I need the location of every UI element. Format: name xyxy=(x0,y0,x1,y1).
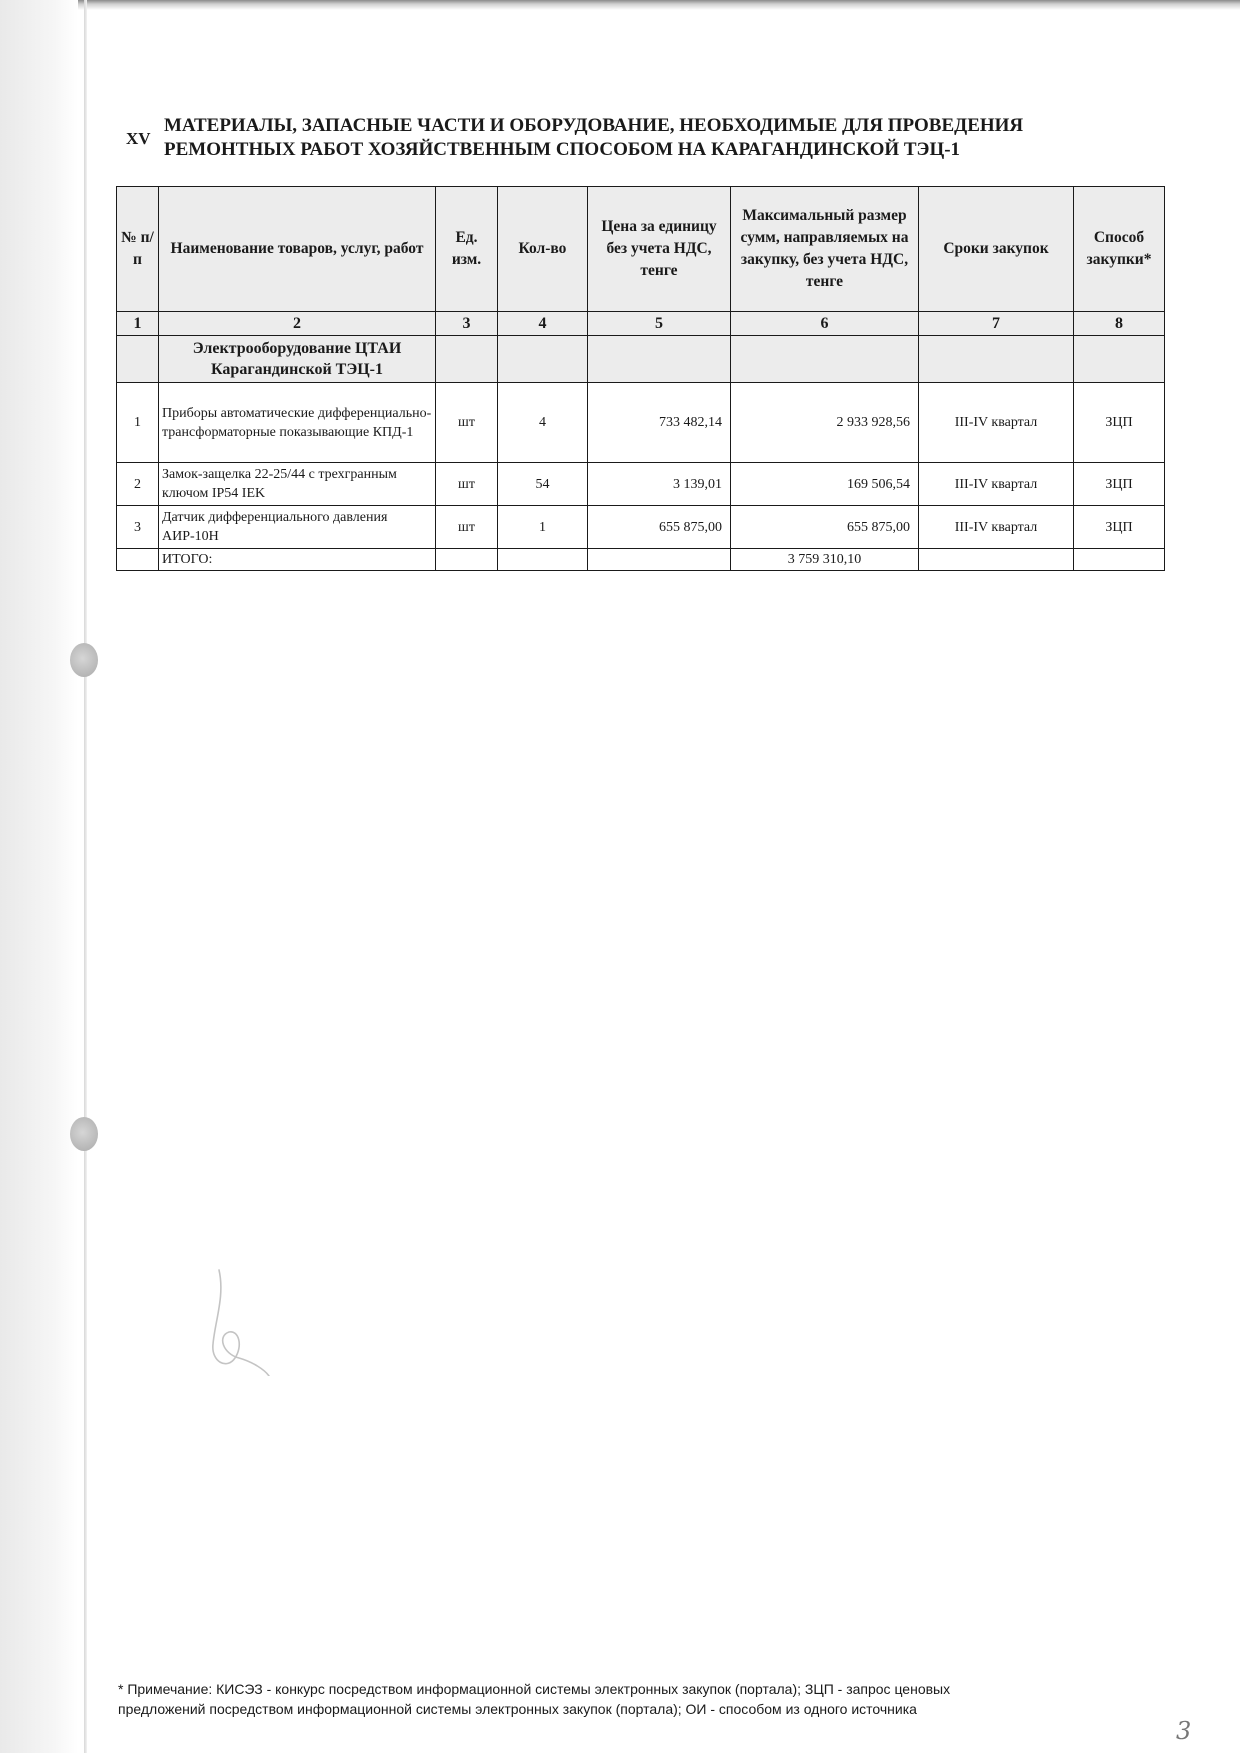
row-number: 3 xyxy=(117,506,159,549)
table-row xyxy=(117,383,1165,463)
column-number: 1 xyxy=(117,312,159,336)
column-number: 3 xyxy=(436,312,498,336)
column-header: Кол-во xyxy=(498,187,588,312)
column-header: Максимальный размер сумм, направляемых на закупку, без учета НДС, тенге xyxy=(731,187,919,312)
column-number: 8 xyxy=(1074,312,1165,336)
column-number: 6 xyxy=(731,312,919,336)
item-amount: 169 506,54 xyxy=(731,463,919,506)
column-number: 4 xyxy=(498,312,588,336)
item-unit: шт xyxy=(436,463,498,506)
item-price: 3 139,01 xyxy=(588,463,731,506)
table-row xyxy=(117,506,1165,549)
empty-cell xyxy=(1074,336,1165,383)
item-method: ЗЦП xyxy=(1074,506,1165,549)
item-name: Замок-защелка 22-25/44 с трехгранным ключом IP54 IEK xyxy=(159,463,436,506)
total-label: ИТОГО: xyxy=(159,549,436,571)
empty-cell xyxy=(498,336,588,383)
table-header-row xyxy=(117,187,1165,312)
empty-cell xyxy=(1074,549,1165,571)
column-number-row xyxy=(117,312,1165,336)
footnote-line: * Примечание: КИСЭЗ - конкурс посредством информационной системы электронных закупок (портала); ЗЦП - запрос ценовых xyxy=(118,1681,951,1697)
column-header: № п/п xyxy=(117,187,159,312)
item-name: Датчик дифференциального давления АИР-10Н xyxy=(159,506,436,549)
materials-table xyxy=(116,186,1165,571)
section-number: XV xyxy=(126,129,151,148)
punch-hole xyxy=(70,643,98,677)
column-header: Сроки закупок xyxy=(919,187,1074,312)
punch-hole xyxy=(70,1117,98,1151)
empty-cell xyxy=(117,336,159,383)
group-name: Электрооборудование ЦТАИ Карагандинской ТЭЦ-1 xyxy=(159,336,436,383)
item-price: 655 875,00 xyxy=(588,506,731,549)
empty-cell xyxy=(588,549,731,571)
empty-cell xyxy=(498,549,588,571)
column-number: 2 xyxy=(159,312,436,336)
column-header: Наименование товаров, услуг, работ xyxy=(159,187,436,312)
scan-left-margin xyxy=(0,0,78,1753)
section-title-line: МАТЕРИАЛЫ, ЗАПАСНЫЕ ЧАСТИ И ОБОРУДОВАНИЕ, НЕОБХОДИМЫЕ ДЛЯ ПРОВЕДЕНИЯ xyxy=(164,115,1024,136)
item-method: ЗЦП xyxy=(1074,383,1165,463)
total-amount: 3 759 310,10 xyxy=(731,549,919,571)
item-unit: шт xyxy=(436,383,498,463)
item-unit: шт xyxy=(436,506,498,549)
column-number: 7 xyxy=(919,312,1074,336)
empty-cell xyxy=(731,336,919,383)
empty-cell xyxy=(117,549,159,571)
scan-fold-line xyxy=(84,0,87,1753)
empty-cell xyxy=(588,336,731,383)
section-title-line: РЕМОНТНЫХ РАБОТ ХОЗЯЙСТВЕННЫМ СПОСОБОМ НА КАРАГАНДИНСКОЙ ТЭЦ-1 xyxy=(164,139,961,160)
item-quantity: 1 xyxy=(498,506,588,549)
total-row xyxy=(117,549,1165,571)
empty-cell xyxy=(436,336,498,383)
row-number: 2 xyxy=(117,463,159,506)
group-row xyxy=(117,336,1165,383)
empty-cell xyxy=(919,336,1074,383)
column-header: Цена за единицу без учета НДС, тенге xyxy=(588,187,731,312)
table-row xyxy=(117,463,1165,506)
empty-cell xyxy=(436,549,498,571)
item-quantity: 4 xyxy=(498,383,588,463)
handwritten-signature xyxy=(205,1266,295,1376)
column-header: Способ закупки* xyxy=(1074,187,1165,312)
page-number: 3 xyxy=(1176,1717,1192,1745)
item-term: III-IV квартал xyxy=(919,463,1074,506)
item-name: Приборы автоматические дифференциально-трансформаторные показывающие КПД-1 xyxy=(159,383,436,463)
item-term: III-IV квартал xyxy=(919,383,1074,463)
footnote-line: предложений посредством информационной системы электронных закупок (портала); ОИ - способом из одного источника xyxy=(118,1701,917,1717)
item-quantity: 54 xyxy=(498,463,588,506)
item-amount: 655 875,00 xyxy=(731,506,919,549)
item-amount: 2 933 928,56 xyxy=(731,383,919,463)
item-term: III-IV квартал xyxy=(919,506,1074,549)
column-number: 5 xyxy=(588,312,731,336)
item-method: ЗЦП xyxy=(1074,463,1165,506)
empty-cell xyxy=(919,549,1074,571)
column-header: Ед. изм. xyxy=(436,187,498,312)
scan-top-edge xyxy=(0,0,1240,10)
footnote xyxy=(118,1679,1118,1719)
row-number: 1 xyxy=(117,383,159,463)
item-price: 733 482,14 xyxy=(588,383,731,463)
section-title xyxy=(164,114,1124,162)
